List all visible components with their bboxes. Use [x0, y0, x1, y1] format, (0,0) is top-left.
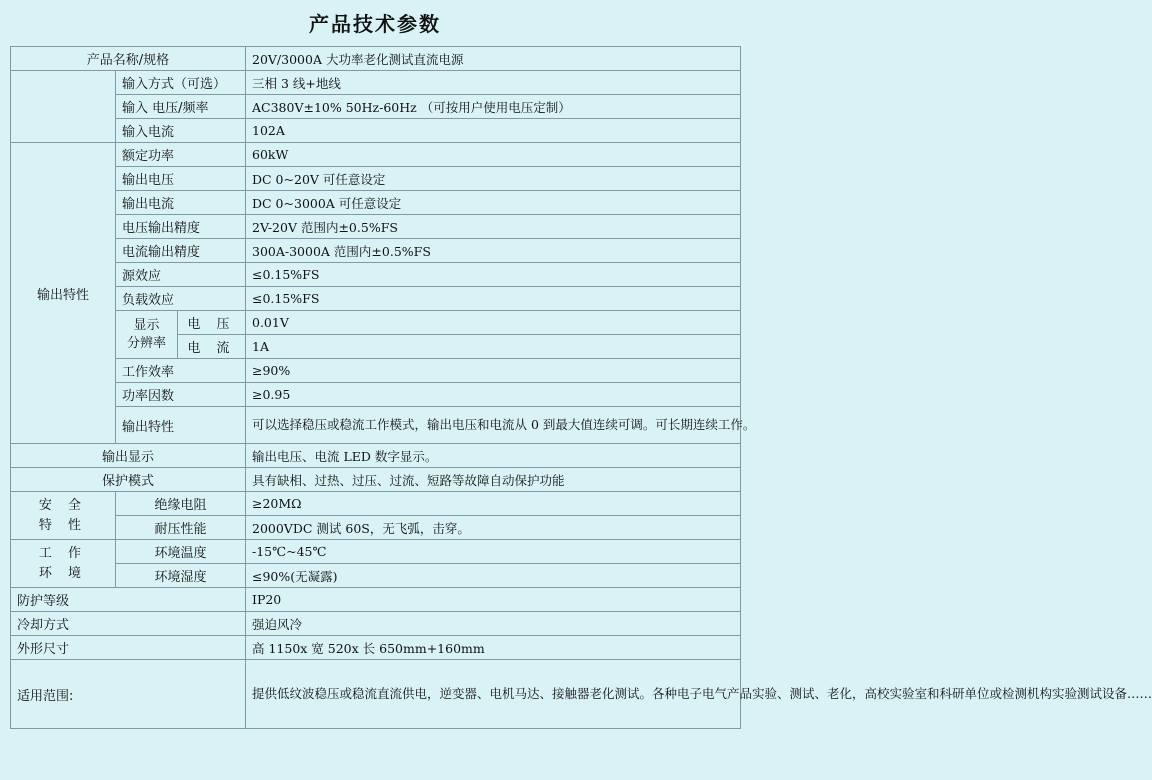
page-title: 产品技术参数	[309, 12, 441, 36]
spec-label: 输入电流	[116, 119, 246, 143]
spec-label: 功率因数	[116, 383, 246, 407]
table-row	[11, 612, 741, 636]
spec-table	[10, 46, 1152, 729]
spec-value: 102A	[246, 119, 741, 143]
spec-label: 绝缘电阻	[116, 492, 246, 516]
spec-label: 冷却方式	[11, 612, 246, 636]
spec-label: 外形尺寸	[11, 636, 246, 660]
spec-label: 输出特性	[116, 407, 246, 444]
table-row	[11, 660, 741, 729]
spec-value: ≤0.15%FS	[246, 287, 741, 311]
spec-label: 防护等级	[11, 588, 246, 612]
spec-label: 电 压	[178, 311, 246, 335]
spec-value: 60kW	[246, 143, 741, 167]
spec-label: 环境温度	[116, 540, 246, 564]
spec-label: 电流输出精度	[116, 239, 246, 263]
spec-value: ≤0.15%FS	[246, 263, 741, 287]
table-row	[11, 167, 741, 191]
spec-value: ≥20MΩ	[246, 492, 741, 516]
table-row	[11, 407, 741, 444]
table-row	[11, 71, 741, 95]
table-row	[11, 119, 741, 143]
table-row	[11, 492, 741, 516]
table-row	[11, 564, 741, 588]
spec-value: IP20	[246, 588, 741, 612]
spec-value: 0.01V	[246, 311, 741, 335]
spec-label: 输入方式（可选）	[116, 71, 246, 95]
table-row	[11, 444, 741, 468]
spec-value: -15℃~45℃	[246, 540, 741, 564]
spec-label: 电压输出精度	[116, 215, 246, 239]
table-row	[11, 287, 741, 311]
environment-group-label	[11, 540, 116, 588]
table-row	[11, 263, 741, 287]
table-row	[11, 468, 741, 492]
spec-value: 强迫风冷	[246, 612, 741, 636]
spec-label: 输入 电压/频率	[116, 95, 246, 119]
table-row	[11, 636, 741, 660]
spec-label: 额定功率	[116, 143, 246, 167]
resolution-label-line2: 分辨率	[126, 335, 166, 351]
table-row	[11, 359, 741, 383]
environment-group-line2: 环 境	[38, 565, 88, 581]
spec-value: 输出电压、电流 LED 数字显示。	[246, 444, 741, 468]
spec-value: 三相 3 线+地线	[246, 71, 741, 95]
table-row	[11, 311, 741, 335]
spec-label: 适用范围:	[11, 660, 246, 729]
safety-group-line2: 特 性	[38, 517, 88, 533]
spec-label: 输出电压	[116, 167, 246, 191]
table-row	[11, 215, 741, 239]
table-row	[11, 95, 741, 119]
spec-label: 产品名称/规格	[11, 47, 246, 71]
spec-value: 300A-3000A 范围内±0.5%FS	[246, 239, 741, 263]
input-group-cell	[11, 71, 116, 143]
spec-label: 环境湿度	[116, 564, 246, 588]
spec-value: DC 0~3000A 可任意设定	[246, 191, 741, 215]
spec-label: 负载效应	[116, 287, 246, 311]
spec-label: 输出显示	[11, 444, 246, 468]
spec-value: 提供低纹波稳压或稳流直流供电，逆变器、电机马达、接触器老化测试。各种电子电气产品实验、测试、老化，高校实验室和科研单位或检测机构实验测试设备……	[246, 660, 741, 729]
spec-label: 输出电流	[116, 191, 246, 215]
spec-label: 保护模式	[11, 468, 246, 492]
spec-value: 2V-20V 范围内±0.5%FS	[246, 215, 741, 239]
spec-value: 1A	[246, 335, 741, 359]
spec-label: 工作效率	[116, 359, 246, 383]
spec-value: ≤90%(无凝露)	[246, 564, 741, 588]
table-row	[11, 540, 741, 564]
table-row	[11, 239, 741, 263]
spec-value: ≥0.95	[246, 383, 741, 407]
spec-value: ≥90%	[246, 359, 741, 383]
spec-label: 源效应	[116, 263, 246, 287]
spec-value: DC 0~20V 可任意设定	[246, 167, 741, 191]
environment-group-line1: 工 作	[38, 545, 88, 561]
safety-group-label	[11, 492, 116, 540]
spec-label: 电 流	[178, 335, 246, 359]
table-row	[11, 143, 741, 167]
resolution-label-line1: 显示	[133, 317, 160, 333]
table-row	[11, 516, 741, 540]
spec-value: 可以选择稳压或稳流工作模式，输出电压和电流从 0 到最大值连续可调。可长期连续工作。	[246, 407, 741, 444]
spec-value: 高 1150x 宽 520x 长 650mm+160mm	[246, 636, 741, 660]
table-row	[11, 383, 741, 407]
table-row	[11, 191, 741, 215]
spec-value: 2000VDC 测试 60S，无飞弧，击穿。	[246, 516, 741, 540]
spec-value: 20V/3000A 大功率老化测试直流电源	[246, 47, 741, 71]
table-row	[11, 47, 741, 71]
spec-value: AC380V±10% 50Hz-60Hz （可按用户使用电压定制）	[246, 95, 741, 119]
resolution-label	[116, 311, 178, 359]
output-group-label: 输出特性	[11, 143, 116, 444]
safety-group-line1: 安 全	[38, 497, 88, 513]
table-row	[11, 588, 741, 612]
spec-value: 具有缺相、过热、过压、过流、短路等故障自动保护功能	[246, 468, 741, 492]
spec-label: 耐压性能	[116, 516, 246, 540]
